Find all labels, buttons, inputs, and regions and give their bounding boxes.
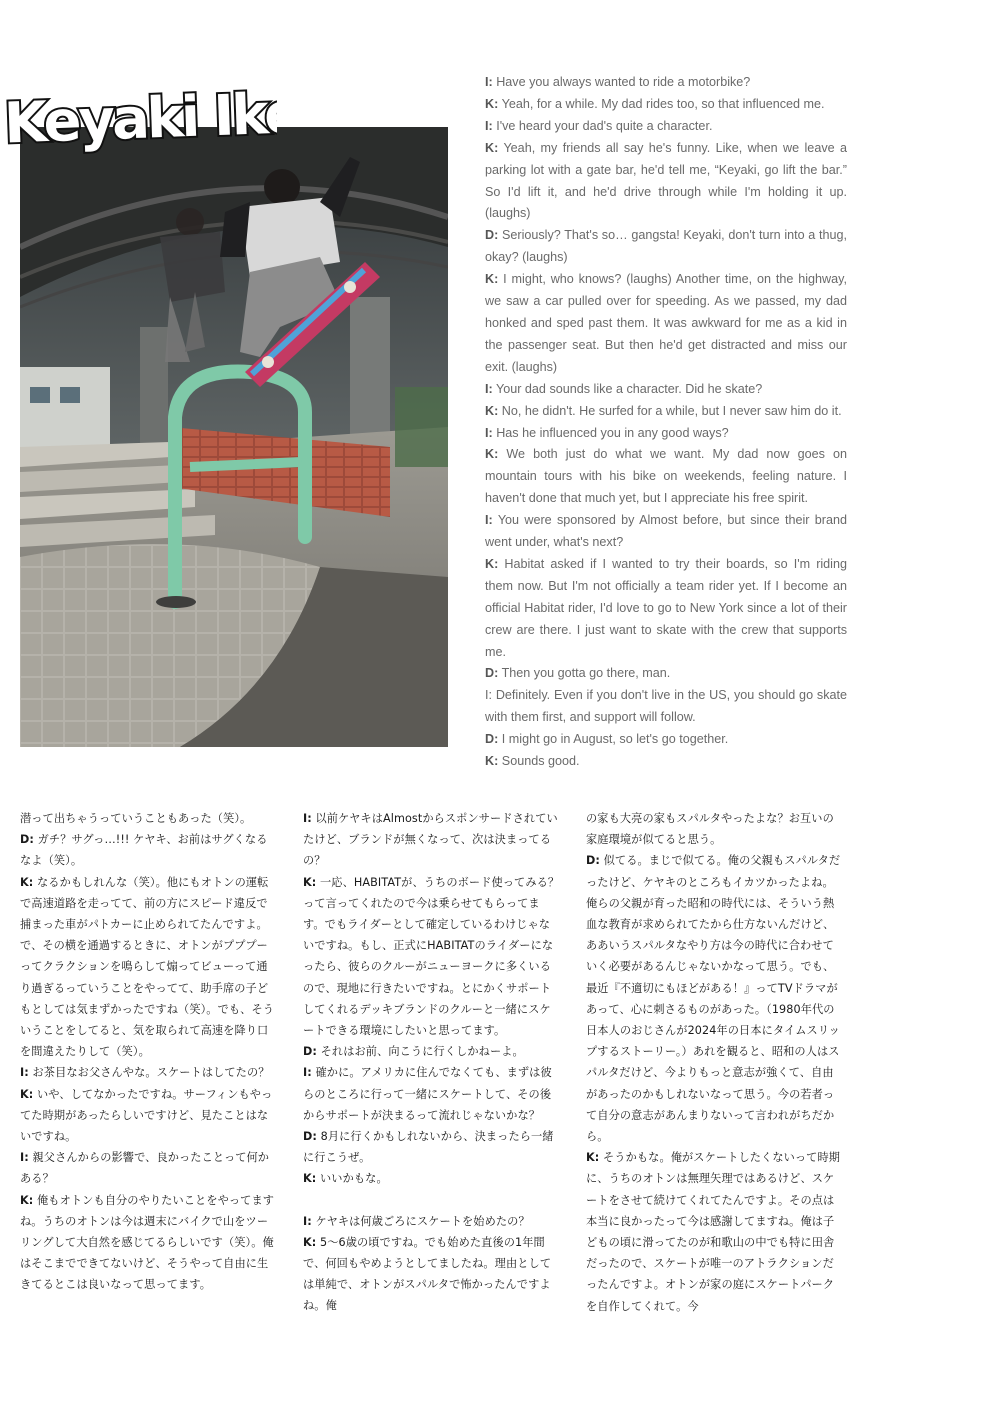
en-paragraph: K: Yeah, for a while. My dad rides too, so that influenced me. xyxy=(485,96,825,111)
en-paragraph: K: Habitat asked if I wanted to try their boards, so I'm riding them now. But I'm not officially a team rider yet. If I become an official Habitat rider, I'd love to go to New York since a lot of their crew are there. I just want to skate with the crew that supports me. xyxy=(485,556,847,659)
jp-paragraph: I: ケヤキは何歳ごろにスケートを始めたの？ xyxy=(303,1214,530,1228)
jp-paragraph: K: そうかもな。俺がスケートしたくないって時期に、うちのオトンは無理矢理ではあるけど、スケートをさせて続けてくれてたんですよ。その点は本当に良かったって今は感謝してますね。俺は子どもの頃に滑ってたのが和歌山の中でも特に田舎だったので、スケートが唯一のアトラクションだったんですよ。オトンが家の庭にスケートパークを自作してくれて。今 xyxy=(586,1151,841,1313)
en-paragraph: I: Has he influenced you in any good ways? xyxy=(485,425,729,440)
en-paragraph: D: I might go in August, so let's go together. xyxy=(485,732,729,747)
jp-paragraph: I: 親父さんからの影響で、良かったことって何かある？ xyxy=(20,1151,270,1186)
title-logo xyxy=(2,68,277,158)
japanese-column-3 xyxy=(586,808,844,1317)
jp-paragraph: I: 確かに。アメリカに住んでなくても、まずは彼らのところに行って一緒にスケートして、その後からサポートが決まるって流れじゃないかな？ xyxy=(303,1066,552,1122)
jp-paragraph: K: なるかもしれんな（笑）。他にもオトンの運転で高速道路を走ってて、前の方にスピード違反で捕まった車がパトカーに止められてたんですよ。で、その横を通過するときに、オトンがプププーってクラクションを鳴らして煽ってビューって通り過ぎるっていうことをやってて、助手席の子どもとしては気まずかったですね（笑）。でも、そういうことをしてると、気を取られて高速を降り口を間違えたりして（笑）。 xyxy=(20,875,275,1059)
english-interview xyxy=(485,72,847,773)
jp-paragraph: D: 8月に行くかもしれないから、決まったら一緒に行こうぜ。 xyxy=(303,1130,554,1165)
en-paragraph: K: Sounds good. xyxy=(485,754,580,769)
en-paragraph: I: Definitely. Even if you don't live in the US, you should go skate with them first, and support will follow. xyxy=(485,688,847,725)
jp-paragraph: K: 俺もオトンも自分のやりたいことをやってますね。うちのオトンは今は週末にバイクで山をツーリングして大自然を感じてるらしいです（笑）。俺はそこまでできてないけど、そうやって自由に生きてるとこは良いなって思ってます。 xyxy=(20,1193,275,1292)
jp-paragraph: の家も大亮の家もスパルタやったよな？お互いの家庭環境が似てると思う。 xyxy=(586,812,834,847)
en-paragraph: D: Seriously? That's so… gangsta! Keyaki, don't turn into a thug, okay? (laughs) xyxy=(485,228,847,265)
en-paragraph: K: I might, who knows? (laughs) Another time, on the highway, we saw a car pulled over for speeding. As we passed, my dad honked and sped past them. It was awkward for me as a kid in the passenger seat. But then he'd get distracted and miss our exit. (laughs) xyxy=(485,272,848,374)
en-paragraph: K: No, he didn't. He surfed for a while, but I never saw him do it. xyxy=(485,403,842,418)
en-paragraph: I: I've heard your dad's quite a character. xyxy=(485,118,713,133)
jp-paragraph: I: お茶目なお父さんやな。スケートはしてたの？ xyxy=(20,1066,270,1080)
en-paragraph: I: You were sponsored by Almost before, but since their brand went under, what's next? xyxy=(485,513,847,550)
en-paragraph: K: Yeah, my friends all say he's funny. Like, when we leave a parking lot with a gate bar, he'd tell me, “Keyaki, go lift the bar.” So I'd lift it, and he'd drive through while I'm holding it up. (laughs) xyxy=(485,140,847,221)
jp-paragraph: K: いいかもな。 xyxy=(303,1172,388,1186)
en-paragraph: I: Your dad sounds like a character. Did he skate? xyxy=(485,381,763,396)
jp-paragraph: D: 似てる。まじで似てる。俺の父親もスパルタだったけど、ケヤキのところもイカツかったよね。俺らの父親が育った昭和の時代には、そういう熱血な教育が求められてたから仕方ないんだけど、ああいうスパルタなやり方は今の時代に合わせていく必要があるんじゃないかなって思う。でも、最近『不適切にもほどがある！』ってTVドラマがあって、心に刺さるものがあった。（1980年代の日本人のおじさんが2024年の日本にタイムスリップするストーリー。）あれを観ると、昭和の人はスパルタだけど、今よりもっと意志が強くて、自由があったのかもしれないなって思う。今の若者って自分の意志があんまりないって言われがちだから。 xyxy=(586,854,841,1144)
jp-paragraph: K: 5〜6歳の頃ですね。でも始めた直後の1年間で、何回もやめようとしてましたね。理由としては単純で、オトンがスパルタで怖かったんですよね。俺 xyxy=(303,1235,552,1313)
paragraph-spacer xyxy=(303,1190,561,1211)
japanese-column-2 xyxy=(303,808,561,1317)
jp-paragraph: 潜って出ちゃうっていうこともあった（笑）。 xyxy=(20,812,252,825)
jp-paragraph: I: 以前ケヤキはAlmostからスポンサードされていたけど、ブランドが無くなって、次は決まってるの？ xyxy=(303,812,558,868)
en-paragraph: I: Have you always wanted to ride a motorbike? xyxy=(485,75,751,89)
jp-paragraph: D: それはお前、向こうに行くしかねーよ。 xyxy=(303,1045,524,1059)
jp-paragraph: K: いや、してなかったですね。サーフィンもやってた時期があったらしいですけど、見たことはないですね。 xyxy=(20,1087,273,1144)
en-paragraph: D: Then you gotta go there, man. xyxy=(485,666,671,681)
japanese-column-1 xyxy=(20,808,278,1296)
jp-paragraph: D: ガチ？サグっ…!!! ケヤキ、お前はサグくなるなよ（笑）。 xyxy=(20,833,268,868)
title-text: Keyaki Ike xyxy=(2,81,277,157)
jp-paragraph: K: 一応、HABITATが、うちのボード使ってみる？って言ってくれたので今は乗らせてもらってます。でもライダーとして確定しているわけじゃないですね。もし、正式にHABITATのライダーになったら、彼らのクルーがニューヨークに多くいるので、現地に行きたいですね。とにかくサポートしてくれるデッキブランドのクルーと一緒にスケートできる環境にしたいと思ってます。 xyxy=(303,875,560,1038)
skate-photo xyxy=(20,127,448,747)
en-paragraph: K: We both just do what we want. My dad now goes on mountain tours with his bike on weekends, feeling nature. I haven't done that much yet, but I appreciate his free spirit. xyxy=(485,447,847,506)
